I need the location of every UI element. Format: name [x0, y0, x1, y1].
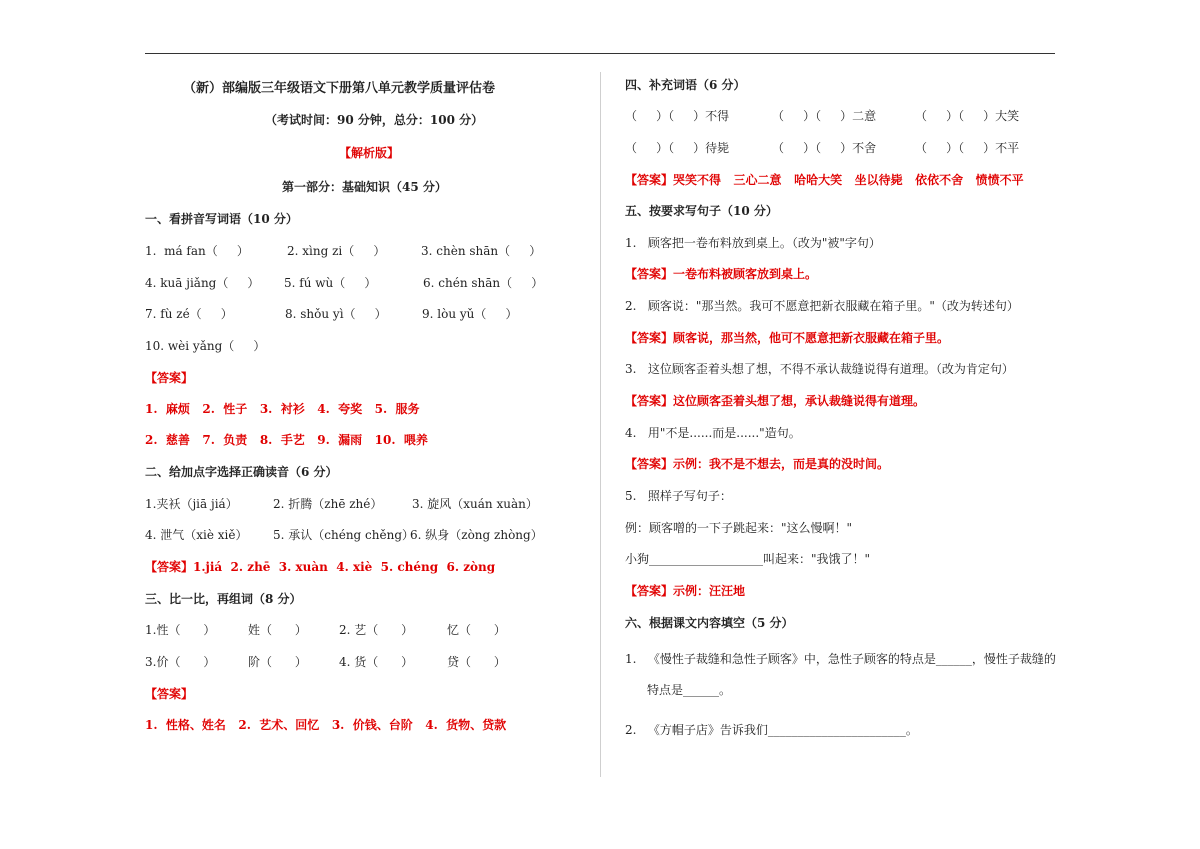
- question-text: 1. 顾客把一卷布料放到桌上。（改为"被"字句）: [625, 236, 881, 250]
- question-item: 2. 艺（ ）: [339, 623, 414, 637]
- question-item: 6. 纵身（zòng zhòng）: [410, 528, 543, 542]
- answer-text: 【答案】顾客说，那当然，他可不愿意把新衣服藏在箱子里。: [625, 331, 950, 345]
- example-blank: 小狗___________________叫起来："我饿了！": [625, 552, 871, 566]
- question-item: 3. 旋风（xuán xuàn）: [412, 497, 538, 511]
- question-item: 4. kuā jiǎng（ ）: [145, 276, 260, 290]
- answer-text: 1. 麻烦 2. 性子 3. 衬衫 4. 夸奖 5. 服务: [145, 402, 420, 416]
- answer-text: 【答案】1.jiá 2. zhē 3. xuàn 4. xiè 5. chéng 6. zòng: [145, 560, 496, 574]
- question-item: 3. chèn shān（ ）: [421, 244, 542, 258]
- exam-info: （考试时间：90 分钟，总分：100 分）: [265, 113, 484, 127]
- section-6-heading: 六、根据课文内容填空（5 分）: [625, 616, 794, 630]
- question-item: （ ）（ ）不舍: [772, 141, 877, 155]
- question-item: 忆（ ）: [447, 623, 506, 637]
- part-heading: 第一部分：基础知识（45 分）: [282, 180, 447, 194]
- section-2-heading: 二、给加点字选择正确读音（6 分）: [145, 465, 338, 479]
- top-rule: [145, 53, 1055, 54]
- answer-text: 2. 慈善 7. 负责 8. 手艺 9. 漏雨 10. 喂养: [145, 433, 428, 447]
- question-text: 2. 《方帽子店》告诉我们_______________________。: [625, 723, 918, 737]
- question-item: 4. 货（ ）: [339, 655, 414, 669]
- question-text: 4. 用"不是......而是......"造句。: [625, 426, 801, 440]
- question-item: 1. má fan（ ）: [145, 244, 249, 258]
- question-item: 2. 折腾（zhē zhé）: [273, 497, 383, 511]
- question-item: 阶（ ）: [248, 655, 307, 669]
- question-item: （ ）（ ）二意: [772, 109, 877, 123]
- column-divider: [600, 72, 601, 777]
- question-item: 6. chén shān（ ）: [423, 276, 544, 290]
- question-item: （ ）（ ）不得: [625, 109, 730, 123]
- question-item: 1.性（ ）: [145, 623, 216, 637]
- version-label: 【解析版】: [339, 146, 400, 160]
- question-item: 9. lòu yǔ（ ）: [422, 307, 518, 321]
- question-item: 2. xìng zi（ ）: [287, 244, 386, 258]
- question-text: 5. 照样子写句子：: [625, 489, 732, 503]
- question-text: 1. 《慢性子裁缝和急性子顾客》中，急性子顾客的特点是______，慢性子裁缝的: [625, 652, 1056, 666]
- question-item: 姓（ ）: [248, 623, 307, 637]
- question-item: （ ）（ ）待毙: [625, 141, 730, 155]
- answer-text: 【答案】一卷布料被顾客放到桌上。: [625, 267, 818, 281]
- question-item: 3.价（ ）: [145, 655, 216, 669]
- question-text: 特点是______。: [647, 683, 732, 697]
- page-title: （新）部编版三年级语文下册第八单元教学质量评估卷: [183, 81, 496, 96]
- question-item: （ ）（ ）不平: [915, 141, 1020, 155]
- question-item: 贷（ ）: [447, 655, 506, 669]
- answer-text: 【答案】示例：汪汪地: [625, 584, 746, 598]
- answer-label: 【答案】: [145, 687, 194, 701]
- question-item: 10. wèi yǎng（ ）: [145, 339, 266, 353]
- question-item: 7. fù zé（ ）: [145, 307, 233, 321]
- question-text: 3. 这位顾客歪着头想了想，不得不承认裁缝说得有道理。（改为肯定句）: [625, 362, 1014, 376]
- section-5-heading: 五、按要求写句子（10 分）: [625, 204, 778, 218]
- question-item: 8. shǒu yì（ ）: [285, 307, 387, 321]
- answer-label: 【答案】: [145, 371, 194, 385]
- example-text: 例：顾客噌的一下子跳起来："这么慢啊！": [625, 521, 853, 535]
- question-item: 5. fú wù（ ）: [284, 276, 377, 290]
- answer-text: 【答案】这位顾客歪着头想了想，承认裁缝说得有道理。: [625, 394, 926, 408]
- question-item: （ ）（ ）大笑: [915, 109, 1020, 123]
- question-item: 5. 承认（chéng chěng）: [273, 528, 415, 542]
- question-text: 2. 顾客说："那当然。我可不愿意把新衣服藏在箱子里。"（改为转述句）: [625, 299, 1019, 313]
- answer-text: 1. 性格、姓名 2. 艺术、回忆 3. 价钱、台阶 4. 货物、贷款: [145, 718, 507, 732]
- section-3-heading: 三、比一比，再组词（8 分）: [145, 592, 302, 606]
- section-4-heading: 四、补充词语（6 分）: [625, 78, 746, 92]
- answer-text: 【答案】哭笑不得 三心二意 哈哈大笑 坐以待毙 依依不舍 愤愤不平: [625, 173, 1024, 187]
- section-1-heading: 一、看拼音写词语（10 分）: [145, 212, 298, 226]
- answer-text: 【答案】示例：我不是不想去，而是真的没时间。: [625, 457, 890, 471]
- question-item: 1.夹袄（jiā jiá）: [145, 497, 238, 511]
- question-item: 4. 泄气（xiè xiě）: [145, 528, 248, 542]
